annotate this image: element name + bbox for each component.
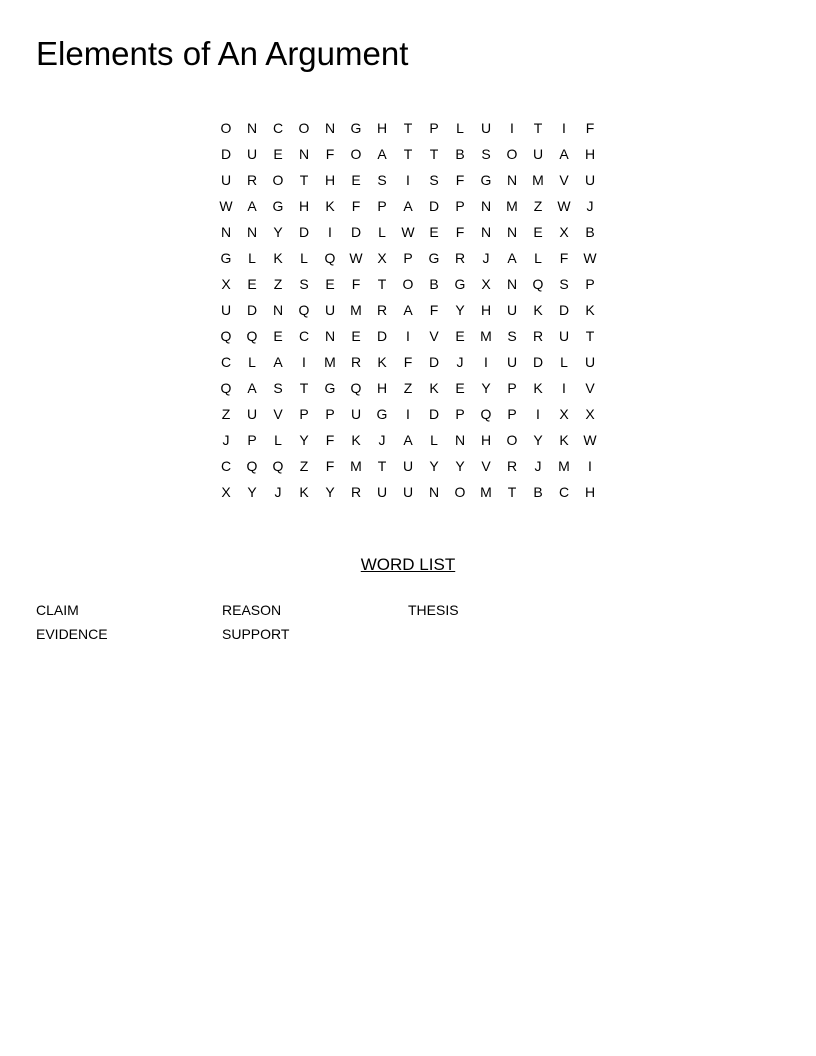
grid-letter: F (325, 458, 335, 474)
grid-letter: X (559, 224, 569, 240)
grid-letter: U (402, 484, 414, 500)
grid-letter: Z (299, 458, 309, 474)
grid-letter: Q (220, 380, 232, 396)
grid-letter: O (272, 172, 284, 188)
grid-letter: Y (273, 224, 283, 240)
word-list-item: EVIDENCE (36, 626, 108, 642)
grid-letter: H (480, 302, 492, 318)
grid-letter: U (376, 484, 388, 500)
grid-letter: V (273, 406, 283, 422)
grid-letter: W (401, 224, 415, 240)
grid-letter: O (402, 276, 414, 292)
grid-letter: I (406, 328, 410, 344)
grid-letter: Y (325, 484, 335, 500)
grid-letter: P (325, 406, 335, 422)
grid-letter: I (302, 354, 306, 370)
grid-letter: K (429, 380, 439, 396)
word-list (36, 600, 594, 648)
grid-letter: V (585, 380, 595, 396)
grid-letter: G (480, 172, 492, 188)
grid-letter: H (298, 198, 310, 214)
grid-letter: L (456, 120, 464, 136)
grid-letter: K (559, 432, 569, 448)
grid-letter: S (507, 328, 517, 344)
grid-letter: U (480, 120, 492, 136)
grid-letter: K (533, 380, 543, 396)
word-list-item: CLAIM (36, 602, 79, 618)
grid-letter: U (220, 172, 232, 188)
grid-letter: X (377, 250, 387, 266)
grid-letter: W (583, 250, 597, 266)
grid-letter: L (378, 224, 386, 240)
grid-letter: T (507, 484, 517, 500)
grid-letter: I (536, 406, 540, 422)
grid-letter: V (429, 328, 439, 344)
grid-letter: I (484, 354, 488, 370)
grid-letter: U (558, 328, 570, 344)
grid-letter: F (325, 432, 335, 448)
grid-letter: N (324, 120, 336, 136)
grid-letter: U (584, 354, 596, 370)
word-list-heading-container (0, 554, 816, 576)
grid-letter: Q (324, 250, 336, 266)
grid-letter: N (220, 224, 232, 240)
grid-letter: U (246, 406, 258, 422)
grid-letter: P (247, 432, 257, 448)
grid-letter: E (351, 172, 361, 188)
grid-letter: Q (220, 328, 232, 344)
grid-letter: R (350, 484, 362, 500)
grid-letter: A (377, 146, 387, 162)
grid-letter: M (350, 458, 362, 474)
grid-letter: A (559, 146, 569, 162)
grid-letter: N (272, 302, 284, 318)
grid-letter: N (480, 198, 492, 214)
grid-letter: K (273, 250, 283, 266)
grid-letter: E (455, 380, 465, 396)
grid-letter: A (403, 198, 413, 214)
grid-letter: B (455, 146, 465, 162)
grid-letter: A (403, 432, 413, 448)
grid-letter: U (506, 302, 518, 318)
grid-letter: Y (299, 432, 309, 448)
grid-letter: L (560, 354, 568, 370)
grid-letter: P (455, 198, 465, 214)
grid-letter: W (557, 198, 571, 214)
grid-letter: F (455, 172, 465, 188)
grid-letter: O (350, 146, 362, 162)
grid-letter: N (506, 276, 518, 292)
grid-letter: R (246, 172, 258, 188)
grid-letter: K (325, 198, 335, 214)
grid-letter: C (220, 354, 232, 370)
grid-letter: N (428, 484, 440, 500)
grid-letter: M (480, 484, 492, 500)
grid-letter: N (246, 120, 258, 136)
grid-letter: L (430, 432, 438, 448)
grid-letter: F (403, 354, 413, 370)
grid-letter: S (429, 172, 439, 188)
grid-letter: S (299, 276, 309, 292)
grid-letter: E (533, 224, 543, 240)
grid-letter: D (532, 354, 544, 370)
grid-letter: D (428, 198, 440, 214)
grid-letter: L (248, 354, 256, 370)
grid-letter: I (328, 224, 332, 240)
grid-letter: N (324, 328, 336, 344)
grid-letter: G (428, 250, 440, 266)
grid-letter: F (559, 250, 569, 266)
grid-letter: E (455, 328, 465, 344)
grid-letter: X (585, 406, 595, 422)
grid-letter: T (403, 146, 413, 162)
grid-letter: D (298, 224, 310, 240)
grid-letter: Z (273, 276, 283, 292)
grid-letter: N (506, 172, 518, 188)
grid-letter: X (559, 406, 569, 422)
grid-letter: I (406, 406, 410, 422)
grid-letter: U (532, 146, 544, 162)
grid-letter: G (376, 406, 388, 422)
grid-letter: O (506, 146, 518, 162)
grid-letter: Q (246, 458, 258, 474)
grid-letter: S (559, 276, 569, 292)
grid-letter: M (558, 458, 570, 474)
grid-letter: J (274, 484, 282, 500)
grid-letter: P (585, 276, 595, 292)
grid-letter: Q (246, 328, 258, 344)
grid-letter: Q (298, 302, 310, 318)
grid-letter: T (299, 172, 309, 188)
grid-letter: I (406, 172, 410, 188)
grid-letter: L (248, 250, 256, 266)
grid-letter: M (532, 172, 544, 188)
grid-letter: W (219, 198, 233, 214)
grid-letter: R (532, 328, 544, 344)
grid-letter: O (454, 484, 466, 500)
grid-letter: E (273, 328, 283, 344)
word-list-item: REASON (222, 602, 282, 618)
grid-letter: Y (455, 302, 465, 318)
grid-letter: H (480, 432, 492, 448)
grid-letter: A (247, 198, 257, 214)
grid-letter: F (429, 302, 439, 318)
grid-letter: N (298, 146, 310, 162)
grid-letter: L (274, 432, 282, 448)
grid-letter: N (506, 224, 518, 240)
grid-letter: F (351, 198, 361, 214)
grid-letter: Q (532, 276, 544, 292)
grid-letter: A (507, 250, 517, 266)
grid-letter: T (585, 328, 595, 344)
grid-letter: D (376, 328, 388, 344)
word-list-heading: WORD LIST (360, 555, 456, 574)
grid-letter: J (534, 458, 542, 474)
grid-letter: D (558, 302, 570, 318)
grid-letter: U (246, 146, 258, 162)
grid-letter: S (377, 172, 387, 188)
grid-letter: Q (480, 406, 492, 422)
grid-letter: Z (533, 198, 543, 214)
grid-letter: J (378, 432, 386, 448)
grid-letter: R (454, 250, 466, 266)
grid-letter: Q (350, 380, 362, 396)
grid-letter: H (376, 120, 388, 136)
grid-letter: E (429, 224, 439, 240)
grid-letter: D (220, 146, 232, 162)
grid-letter: O (220, 120, 232, 136)
page-title: Elements of An Argument (36, 35, 409, 72)
grid-letter: N (480, 224, 492, 240)
grid-letter: P (455, 406, 465, 422)
grid-letter: T (533, 120, 543, 136)
grid-letter: G (350, 120, 362, 136)
grid-letter: V (481, 458, 491, 474)
grid-letter: K (377, 354, 387, 370)
grid-letter: D (428, 354, 440, 370)
grid-letter: P (299, 406, 309, 422)
grid-letter: C (220, 458, 232, 474)
grid-letter: R (506, 458, 518, 474)
grid-letter: F (325, 146, 335, 162)
grid-letter: M (350, 302, 362, 318)
grid-letter: D (350, 224, 362, 240)
grid-letter: T (377, 276, 387, 292)
grid-letter: A (247, 380, 257, 396)
grid-letter: V (559, 172, 569, 188)
grid-letter: T (429, 146, 439, 162)
grid-letter: J (482, 250, 490, 266)
grid-letter: O (298, 120, 310, 136)
grid-letter: H (584, 484, 596, 500)
grid-letter: W (349, 250, 363, 266)
grid-letter: R (376, 302, 388, 318)
grid-letter: Y (247, 484, 257, 500)
grid-letter: U (402, 458, 414, 474)
grid-letter: U (324, 302, 336, 318)
grid-letter: J (456, 354, 464, 370)
word-list-item: THESIS (408, 602, 459, 618)
grid-letter: F (351, 276, 361, 292)
word-search-grid (213, 115, 603, 505)
grid-letter: N (454, 432, 466, 448)
grid-letter: A (403, 302, 413, 318)
grid-letter: X (481, 276, 491, 292)
grid-letter: C (272, 120, 284, 136)
grid-letter: U (220, 302, 232, 318)
grid-letter: E (247, 276, 257, 292)
grid-letter: U (506, 354, 518, 370)
grid-letter: P (403, 250, 413, 266)
grid-letter: M (324, 354, 336, 370)
grid-letter: T (377, 458, 387, 474)
grid-letter: F (455, 224, 465, 240)
grid-letter: R (350, 354, 362, 370)
grid-letter: H (376, 380, 388, 396)
grid-letter: Y (533, 432, 543, 448)
grid-letter: K (585, 302, 595, 318)
grid-letter: Z (403, 380, 413, 396)
grid-letter: Z (221, 406, 231, 422)
grid-letter: J (222, 432, 230, 448)
grid-letter: G (220, 250, 232, 266)
grid-letter: P (377, 198, 387, 214)
grid-letter: Y (455, 458, 465, 474)
grid-letter: Y (429, 458, 439, 474)
grid-letter: B (585, 224, 595, 240)
grid-letter: E (325, 276, 335, 292)
grid-letter: I (562, 380, 566, 396)
grid-letter: F (585, 120, 595, 136)
grid-letter: I (510, 120, 514, 136)
grid-letter: E (351, 328, 361, 344)
grid-letter: X (221, 276, 231, 292)
grid-letter: Y (481, 380, 491, 396)
grid-letter: L (300, 250, 308, 266)
grid-letter: K (351, 432, 361, 448)
grid-letter: E (273, 146, 283, 162)
grid-letter: C (298, 328, 310, 344)
grid-letter: H (584, 146, 596, 162)
grid-letter: C (558, 484, 570, 500)
grid-letter: A (273, 354, 283, 370)
grid-letter: I (588, 458, 592, 474)
grid-letter: W (583, 432, 597, 448)
grid-letter: J (586, 198, 594, 214)
grid-letter: H (324, 172, 336, 188)
grid-letter: M (480, 328, 492, 344)
grid-letter: S (481, 146, 491, 162)
grid-letter: G (324, 380, 336, 396)
grid-letter: D (246, 302, 258, 318)
grid-letter: D (428, 406, 440, 422)
grid-letter: T (299, 380, 309, 396)
grid-letter: B (533, 484, 543, 500)
word-list-item: SUPPORT (222, 626, 290, 642)
grid-letter: O (506, 432, 518, 448)
grid-letter: G (272, 198, 284, 214)
grid-letter: N (246, 224, 258, 240)
grid-letter: K (299, 484, 309, 500)
grid-letter: L (534, 250, 542, 266)
grid-letter: G (454, 276, 466, 292)
grid-letter: S (273, 380, 283, 396)
grid-letter: T (403, 120, 413, 136)
grid-letter: K (533, 302, 543, 318)
grid-letter: P (507, 380, 517, 396)
grid-letter: X (221, 484, 231, 500)
grid-letter: P (507, 406, 517, 422)
grid-letter: P (429, 120, 439, 136)
grid-letter: U (350, 406, 362, 422)
grid-letter: U (584, 172, 596, 188)
grid-letter: Q (272, 458, 284, 474)
grid-letter: I (562, 120, 566, 136)
grid-letter: B (429, 276, 439, 292)
grid-letter: M (506, 198, 518, 214)
